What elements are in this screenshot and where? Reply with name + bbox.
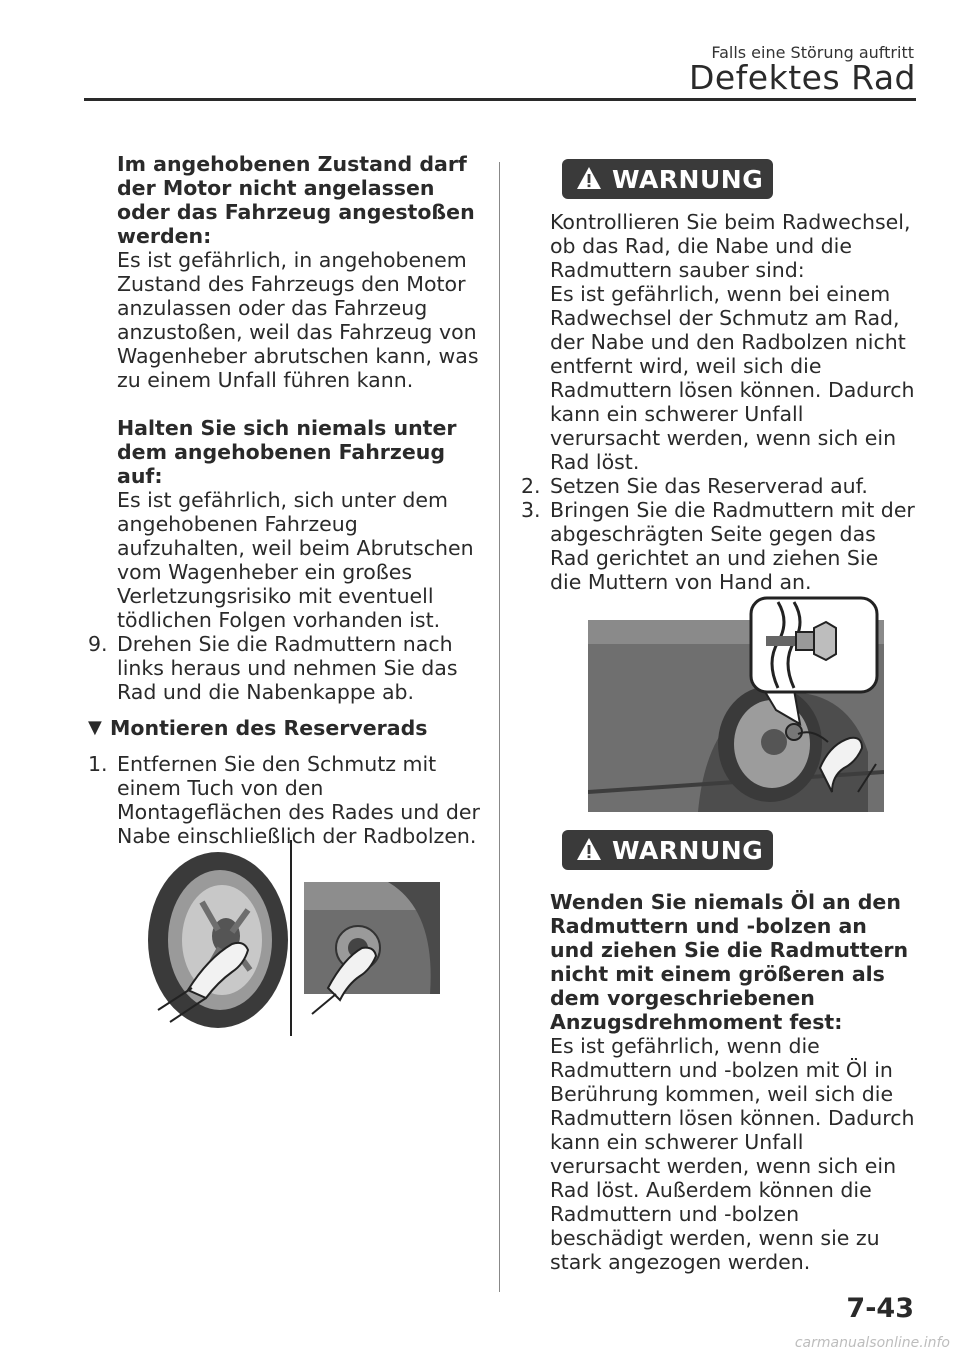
step-number: 2. bbox=[521, 474, 541, 498]
warning-heading: Im angehobenen Zustand darf der Motor nicht angelassen oder das Fahrzeug angestoßen werden: bbox=[117, 152, 475, 248]
warning-label: WARNUNG bbox=[612, 835, 764, 865]
page-number: 7-43 bbox=[846, 1293, 914, 1324]
right-column bbox=[521, 210, 916, 594]
warning-text: Es ist gefährlich, sich unter dem angehobenen Fahrzeug aufzuhalten, weil beim Abrutschen vom Wagenheber ein großes Verletzungsrisiko mit eventuell tödlichen Folgen vorhanden ist. bbox=[117, 488, 474, 632]
triangle-down-icon: ▼ bbox=[88, 717, 102, 738]
warning-label: WARNUNG bbox=[612, 164, 764, 194]
cleaning-wheel-illustration bbox=[148, 840, 440, 1036]
warning-heading: Wenden Sie niemals Öl an den Radmuttern und -bolzen an und ziehen Sie die Radmuttern nicht mit einem größeren als dem vorgeschriebenen Anzugsdrehmoment fest: bbox=[550, 890, 909, 1034]
step-3 bbox=[521, 498, 916, 594]
step-text: Drehen Sie die Radmuttern nach links heraus und nehmen Sie das Rad und die Nabenkappe ab. bbox=[117, 632, 458, 704]
header-rule bbox=[84, 98, 916, 101]
step-text: Setzen Sie das Reserverad auf. bbox=[550, 474, 868, 498]
warning-heading: Kontrollieren Sie beim Radwechsel, ob das Rad, die Nabe und die Radmuttern sauber sind: bbox=[550, 210, 911, 282]
mount-spare-wheel-illustration bbox=[588, 592, 884, 812]
right-column-lower bbox=[521, 890, 916, 1274]
lift-warning-2 bbox=[88, 416, 483, 632]
warning-triangle-icon bbox=[576, 165, 602, 191]
subsection-title: Montieren des Reserverads bbox=[110, 716, 428, 740]
lift-warning-1 bbox=[88, 152, 483, 392]
step-1 bbox=[88, 752, 483, 848]
warning-heading: Halten Sie sich niemals unter dem angehobenen Fahrzeug auf: bbox=[117, 416, 457, 488]
step-text: Bringen Sie die Radmuttern mit der abgeschrägten Seite gegen das Rad gerichtet an und ziehen Sie die Muttern von Hand an. bbox=[550, 498, 915, 594]
warning-text: Es ist gefährlich, wenn die Radmuttern und -bolzen mit Öl in Berührung kommen, weil sich die Radmuttern lösen können. Dadurch kann ein schwerer Unfall verursacht werden, wenn sich ein Rad löst. Außerdem können die Radmuttern und -bolzen beschädigt werden, wenn sie zu stark angezogen werden. bbox=[550, 1034, 915, 1274]
oil-torque-warning bbox=[521, 890, 916, 1274]
warning-text: Es ist gefährlich, wenn bei einem Radwechsel der Schmutz am Rad, der Nabe und den Radbolzen nicht entfernt wird, weil sich die Radmuttern lösen können. Dadurch kann ein schwerer Unfall verursacht werden, wenn sich ein Rad löst. bbox=[550, 282, 915, 474]
column-divider bbox=[499, 162, 500, 1292]
section-title: Falls eine Störung auftritt bbox=[711, 43, 914, 62]
page-title: Defektes Rad bbox=[688, 58, 916, 97]
warning-badge bbox=[562, 830, 773, 870]
step-2 bbox=[521, 474, 916, 498]
step-number: 9. bbox=[88, 632, 108, 656]
step-text: Entfernen Sie den Schmutz mit einem Tuch von den Montageflächen des Rades und der Nabe einschließlich der Radbolzen. bbox=[117, 752, 480, 848]
subsection-heading bbox=[88, 716, 483, 740]
step-number: 1. bbox=[88, 752, 108, 776]
wheel-clean-warning bbox=[521, 210, 916, 474]
warning-badge bbox=[562, 159, 773, 199]
warning-text: Es ist gefährlich, in angehobenem Zustand des Fahrzeugs den Motor anzulassen oder das Fahrzeug anzustoßen, weil das Fahrzeug von Wagenheber abrutschen kann, was zu einem Unfall führen kann. bbox=[117, 248, 479, 392]
step-9 bbox=[88, 632, 483, 704]
left-column bbox=[88, 152, 483, 848]
watermark: carmanualsonline.info bbox=[794, 1335, 950, 1351]
step-number: 3. bbox=[521, 498, 541, 522]
warning-triangle-icon bbox=[576, 836, 602, 862]
